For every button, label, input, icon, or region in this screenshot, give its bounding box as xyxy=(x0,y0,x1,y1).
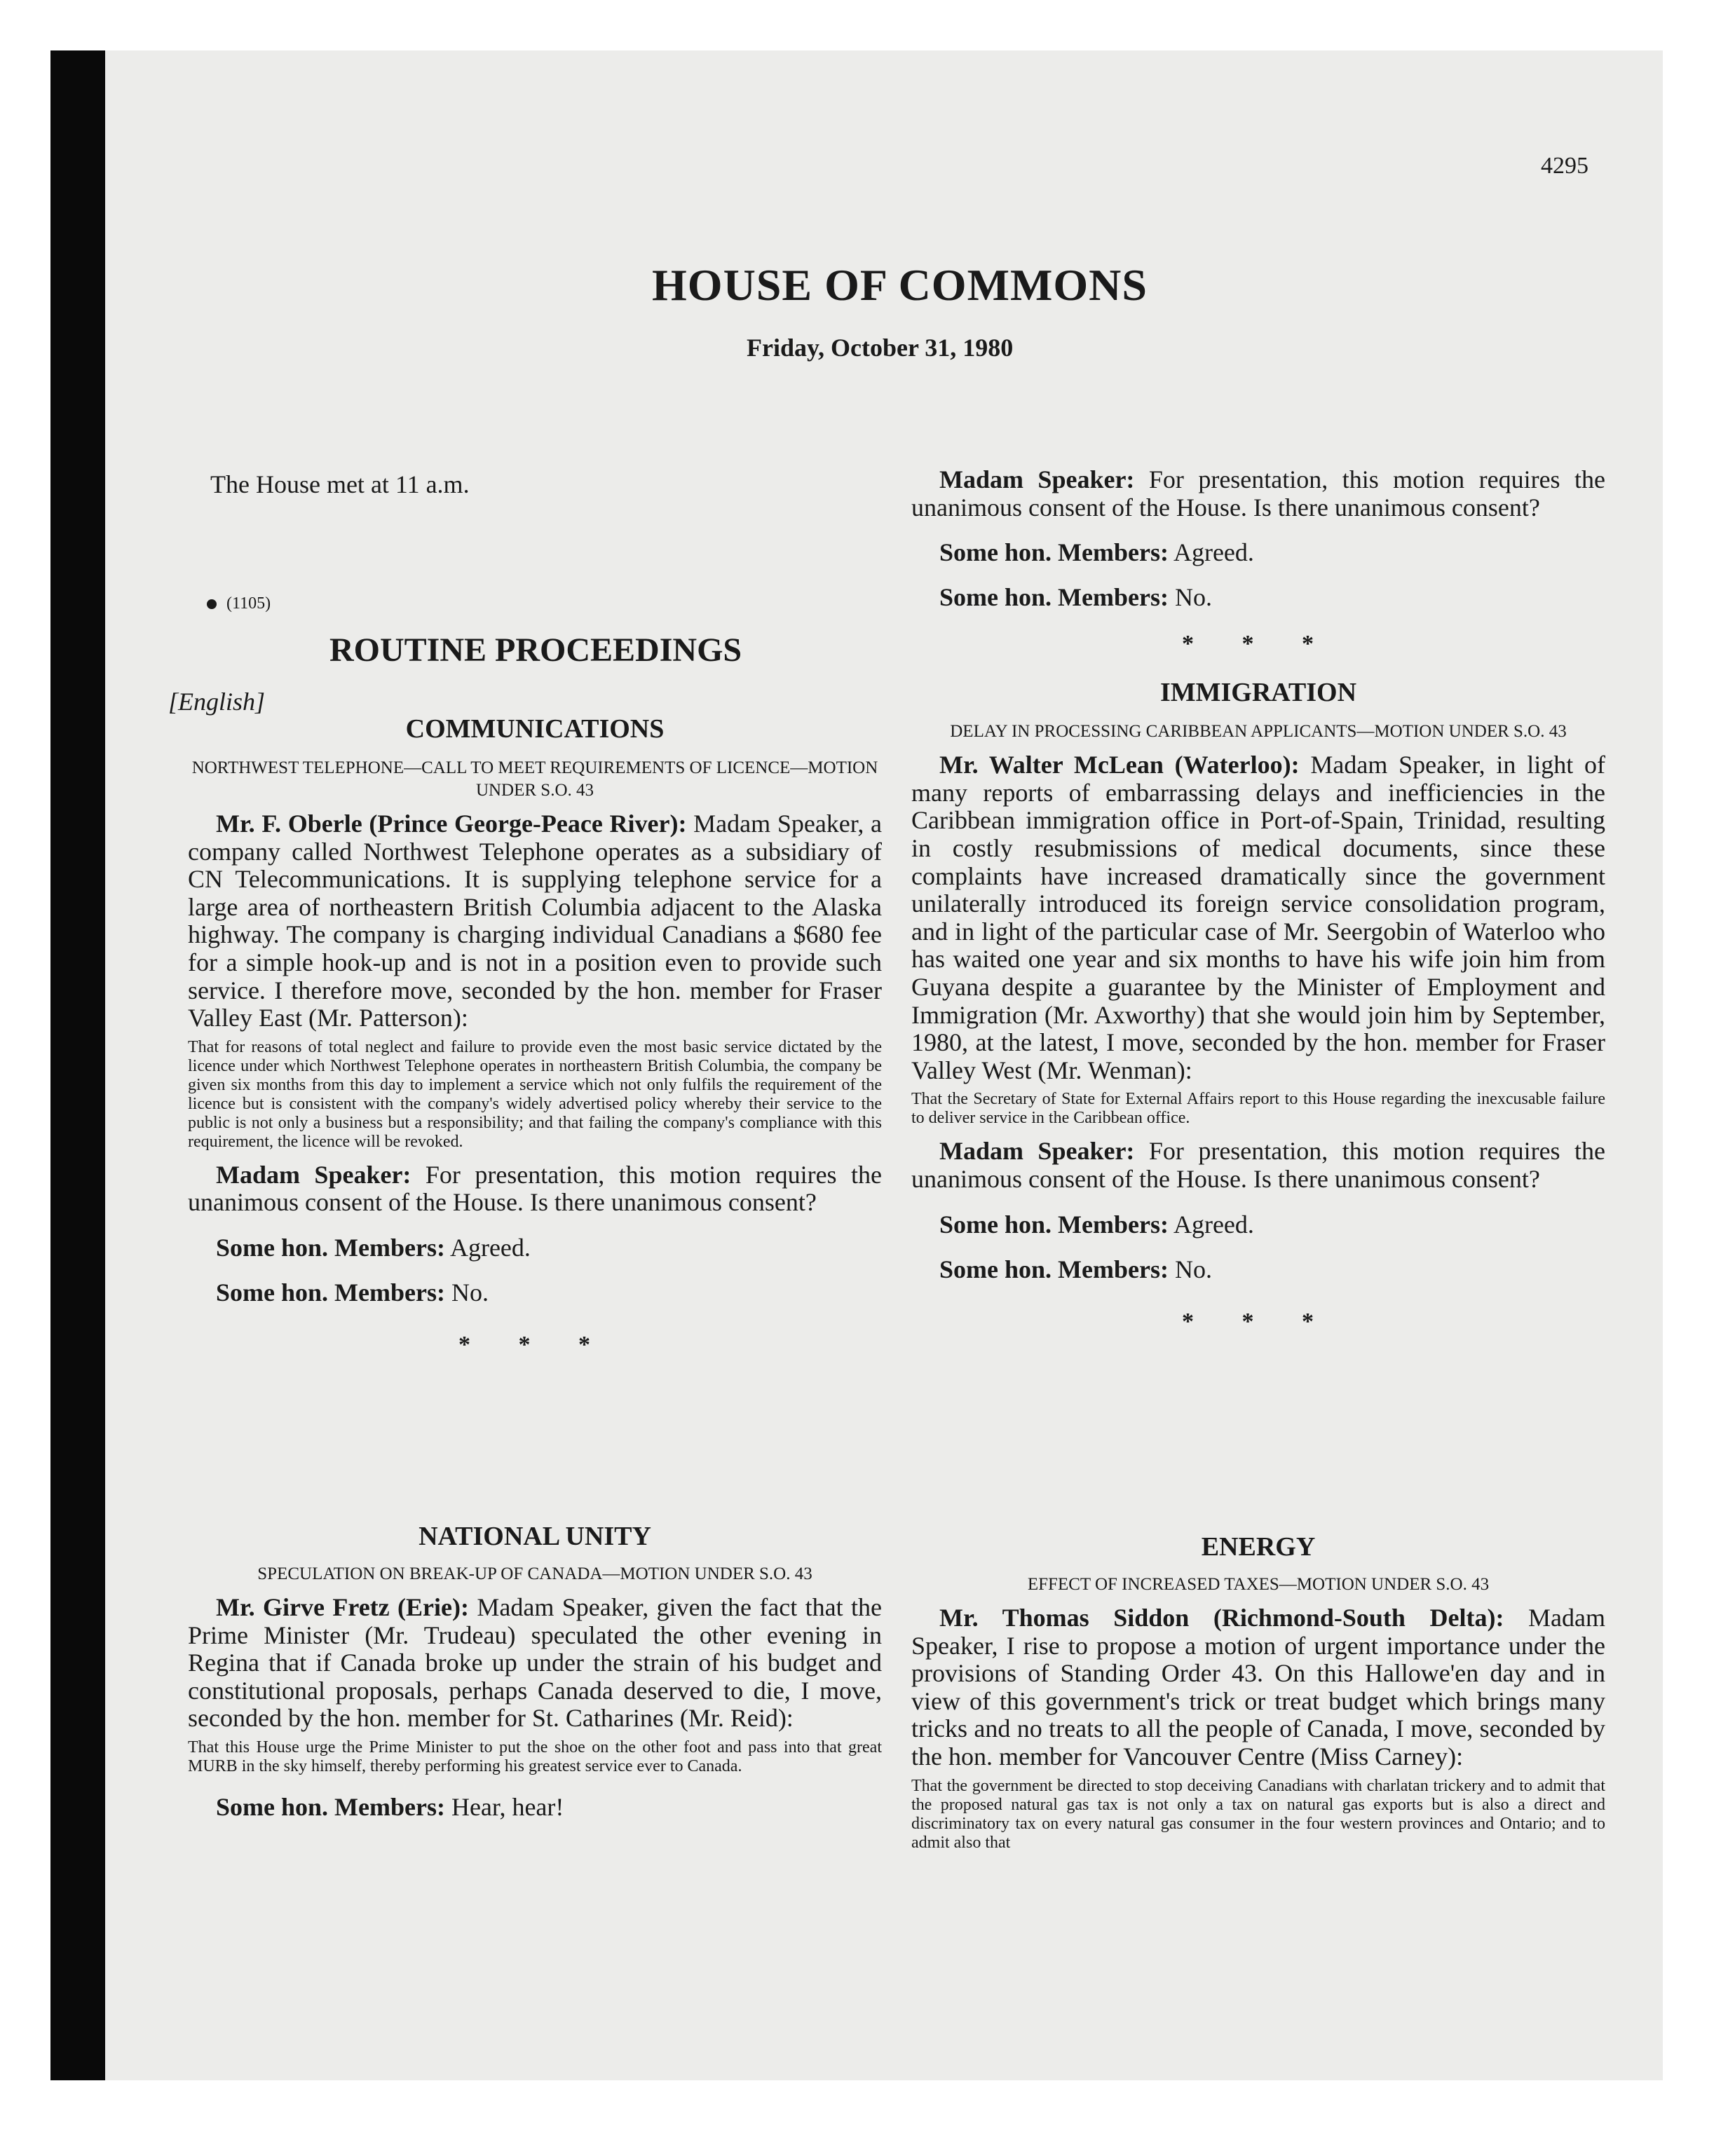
speech xyxy=(911,466,1605,521)
section-subheading: DELAY IN PROCESSING CARIBBEAN APPLICANTS—MOTION UNDER S.O. 43 xyxy=(950,722,1567,742)
motion-text: That the government be directed to stop deceiving Canadians with charlatan trickery and to admit that the proposed natural gas tax is not only a tax on natural gas exports but is also a direct and discriminatory tax on every natural gas consumer in the four western provinces and Ontario; and to admit also that xyxy=(911,1776,1605,1852)
national-unity-section xyxy=(188,1521,882,1821)
members-reply xyxy=(911,1255,1605,1283)
speaker-name: Madam Speaker: xyxy=(216,1160,411,1189)
motion-text: That for reasons of total neglect and failure to provide even the most basic service dictated by the licence under which Northwest Telephone operates in northeastern British Columbia, the company be given six months from this day to implement a service which not only fulfils the requirement of the licence but is consistent with the company's widely advertised policy whereby their service to the public is not only a business but a responsibility; and that failing the company's compliance with this requirement, the licence will be revoked. xyxy=(188,1037,882,1151)
motion-text: That the Secretary of State for External Affairs report to this House regarding the inexcusable failure to deliver service in the Caribbean office. xyxy=(911,1090,1605,1128)
reply-text: Hear, hear! xyxy=(451,1792,564,1821)
speaker-name: Some hon. Members: xyxy=(216,1278,445,1306)
reply-text: No. xyxy=(451,1278,489,1306)
motion-text: That this House urge the Prime Minister to put the shoe on the other foot and pass into that great MURB in the sky himself, thereby performing his greatest service ever to Canada. xyxy=(188,1738,882,1775)
speaker-name: Some hon. Members: xyxy=(216,1792,445,1821)
members-reply xyxy=(188,1793,882,1821)
binding-edge xyxy=(50,50,105,2080)
speech xyxy=(188,1594,882,1733)
sitting-opening: The House met at 11 a.m. xyxy=(210,470,470,498)
members-reply xyxy=(188,1278,882,1306)
members-reply xyxy=(911,1210,1605,1239)
left-column xyxy=(188,714,882,1358)
sitting-date: Friday, October 31, 1980 xyxy=(747,334,1014,362)
speaker-name: Some hon. Members: xyxy=(939,538,1169,567)
section-heading: NATIONAL UNITY xyxy=(419,1522,651,1551)
section-separator: * * * xyxy=(458,1331,611,1358)
speaker-name: Mr. Thomas Siddon (Richmond-South Delta): xyxy=(939,1604,1504,1632)
energy-section xyxy=(911,1531,1605,1853)
communications-section xyxy=(188,714,882,1306)
reply-text: Agreed. xyxy=(1173,538,1254,567)
reply-text: Agreed. xyxy=(1173,1210,1254,1239)
reply-text: No. xyxy=(1174,583,1212,612)
section-separator: * * * xyxy=(1182,1308,1335,1335)
speaker-name: Some hon. Members: xyxy=(939,1210,1169,1239)
speech xyxy=(911,1138,1605,1193)
speaker-name: Some hon. Members: xyxy=(939,1255,1169,1283)
section-subheading: SPECULATION ON BREAK-UP OF CANADA—MOTION UNDER S.O. 43 xyxy=(257,1564,812,1583)
speech xyxy=(911,1604,1605,1771)
speech xyxy=(188,1161,882,1217)
reply-text: No. xyxy=(1174,1255,1212,1283)
language-note: [English] xyxy=(168,688,266,716)
speaker-name: Madam Speaker: xyxy=(939,1137,1135,1166)
reply-text: Agreed. xyxy=(449,1233,531,1262)
speech xyxy=(188,810,882,1032)
section-heading: ENERGY xyxy=(1201,1532,1316,1562)
immigration-section xyxy=(911,677,1605,1283)
speaker-name: Mr. Walter McLean (Waterloo): xyxy=(939,751,1300,779)
speech-text: For presentation, this motion requires the unanimous consent of the House. Is there unanimous consent? xyxy=(911,465,1605,521)
section-rubric: ROUTINE PROCEEDINGS xyxy=(329,632,742,669)
speaker-name: Some hon. Members: xyxy=(939,583,1169,612)
section-subheading: EFFECT OF INCREASED TAXES—MOTION UNDER S.O. 43 xyxy=(1027,1575,1490,1594)
time-marker-label: (1105) xyxy=(226,594,271,613)
section-heading: COMMUNICATIONS xyxy=(405,714,665,744)
right-column-lower xyxy=(911,1531,1605,1853)
consent-block xyxy=(911,466,1605,611)
speech-text: Madam Speaker, given the fact that the Prime Minister (Mr. Trudeau) speculated the other evening in Regina that if Canada broke up under the strain of his budget and constitutional proposals, perhaps Canada deserved to die, I move, seconded by the hon. member for St. Catharines (Mr. Reid): xyxy=(188,1593,883,1733)
page-number: 4295 xyxy=(1541,153,1588,179)
members-reply xyxy=(911,583,1605,611)
speech-text: Madam Speaker, in light of many reports of embarrassing delays and inefficiencies in the Caribbean immigration office in Port-of-Spain, Trinidad, resulting in costly resubmissions of medical documents, since these complaints have increased dramatically since the government unilaterally introduced its foreign service consolidation program, and in light of the particular case of Mr. Seergobin of Waterloo who has waited one year and six months to have his wife join him from Guyana despite a guarantee by the Minister of Employment and Immigration (Mr. Axworthy) that she would join him by September, 1980, at the latest, I move, seconded by the hon. member for Fraser Valley West (Mr. Wenman): xyxy=(911,751,1605,1084)
speech xyxy=(911,751,1605,1084)
speech-text: Madam Speaker, a company called Northwest Telephone operates as a subsidiary of CN Telecommunications. It is supplying telephone service for a large area of northeastern British Columbia adjacent to the Alaska highway. The company is charging individual Canadians a $680 fee for a simple hook-up and is not in a position even to provide such service. I therefore move, seconded by the hon. member for Fraser Valley East (Mr. Patterson): xyxy=(188,810,883,1032)
members-reply xyxy=(188,1234,882,1262)
left-column-lower xyxy=(188,1521,882,1821)
right-column xyxy=(911,466,1605,1335)
speaker-name: Mr. Girve Fretz (Erie): xyxy=(216,1593,469,1621)
bullet-icon xyxy=(207,599,217,609)
section-subheading: NORTHWEST TELEPHONE—CALL TO MEET REQUIREMENTS OF LICENCE—MOTION UNDER S.O. 43 xyxy=(191,758,878,800)
speaker-name: Mr. F. Oberle (Prince George-Peace River): xyxy=(216,810,687,838)
speech-text: For presentation, this motion requires the unanimous consent of the House. Is there unanimous consent? xyxy=(911,1137,1605,1193)
speech-text: For presentation, this motion requires the unanimous consent of the House. Is there unanimous consent? xyxy=(188,1160,882,1217)
section-heading: IMMIGRATION xyxy=(1159,678,1357,708)
page-title: HOUSE OF COMMONS xyxy=(652,260,1148,310)
speech-text: Madam Speaker, I rise to propose a motion of urgent importance under the provisions of Standing Order 43. On this Hallowe'en day and in view of this government's trick or treat budget which brings many tricks and no treats to all the people of Canada, I move, seconded by the hon. member for Vancouver Centre (Miss Carney): xyxy=(911,1604,1606,1770)
members-reply xyxy=(911,538,1605,566)
speaker-name: Madam Speaker: xyxy=(939,465,1135,493)
time-marker xyxy=(207,594,271,613)
section-separator: * * * xyxy=(1182,631,1335,657)
speaker-name: Some hon. Members: xyxy=(216,1233,445,1262)
